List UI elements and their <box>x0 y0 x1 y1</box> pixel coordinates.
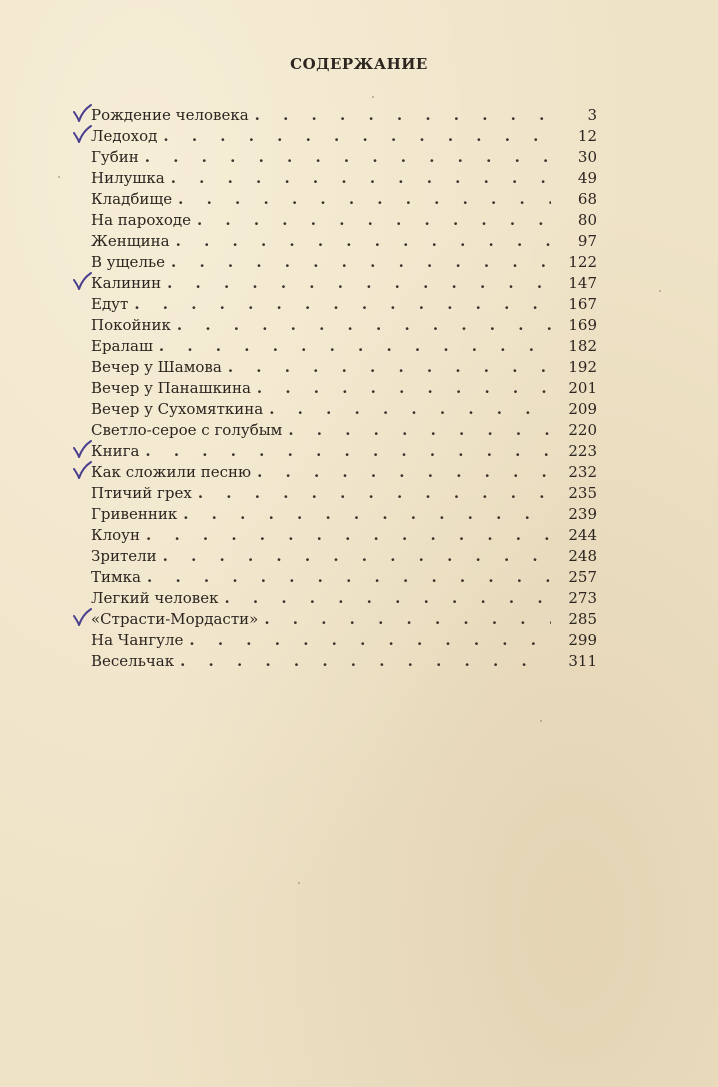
toc-entry-title: Вечер у Панашкина <box>91 379 251 397</box>
toc-entry <box>91 357 597 378</box>
toc-entry <box>91 588 597 609</box>
toc-entry-title: Клоун <box>91 526 140 544</box>
dot-leader <box>269 399 551 420</box>
dot-leader <box>146 525 551 546</box>
toc-page-number: 49 <box>577 169 597 187</box>
toc-entry <box>91 168 597 189</box>
dot-leader <box>228 357 551 378</box>
toc-page-number: 239 <box>568 505 597 523</box>
toc-entry-title: В ущелье <box>91 253 166 271</box>
toc-entry <box>91 105 597 126</box>
dot-leader <box>257 462 551 483</box>
toc-entry-title: Легкий человек <box>91 589 219 607</box>
toc-entry-title: Нилушка <box>91 169 165 187</box>
toc-page-number: 192 <box>568 358 597 376</box>
toc-entry-title: Вечер у Сухомяткина <box>91 400 264 418</box>
page-title: СОДЕРЖАНИЕ <box>290 55 428 73</box>
toc-entry <box>91 378 597 399</box>
dot-leader <box>178 189 551 210</box>
toc-entry <box>91 546 597 567</box>
toc-entry-title: Тимка <box>91 568 141 586</box>
dot-leader <box>171 168 551 189</box>
handwritten-checkmark-icon <box>71 103 93 125</box>
toc-entry <box>91 651 597 672</box>
toc-entry-title: Калинин <box>91 274 162 292</box>
dot-leader <box>167 273 551 294</box>
toc-page-number: 299 <box>568 631 597 649</box>
toc-entry <box>91 462 597 483</box>
toc-page-number: 12 <box>577 127 597 145</box>
dot-leader <box>159 336 551 357</box>
dot-leader <box>147 567 551 588</box>
toc-entry <box>91 399 597 420</box>
toc-page-number: 235 <box>568 484 597 502</box>
toc-entry-title: Женщина <box>91 232 170 250</box>
toc-entry <box>91 231 597 252</box>
toc-entry <box>91 420 597 441</box>
dot-leader <box>264 609 551 630</box>
paper-speck <box>298 882 300 884</box>
handwritten-checkmark-icon <box>71 124 93 146</box>
toc-page-number: 122 <box>568 253 597 271</box>
toc-entry-title: Вечер у Шамова <box>91 358 222 376</box>
paper-speck <box>372 96 374 98</box>
paper-speck <box>58 176 60 178</box>
toc-entry <box>91 336 597 357</box>
toc-page-number: 209 <box>568 400 597 418</box>
toc-page-number: 30 <box>577 148 597 166</box>
toc-entry-title: Книга <box>91 442 140 460</box>
toc-entry-title: Ледоход <box>91 127 158 145</box>
toc-entry-title: Птичий грех <box>91 484 192 502</box>
dot-leader <box>198 483 551 504</box>
toc-entry <box>91 567 597 588</box>
toc-entry <box>91 483 597 504</box>
toc-page-number: 201 <box>568 379 597 397</box>
toc-page-number: 257 <box>568 568 597 586</box>
toc-entry <box>91 210 597 231</box>
toc-entry-title: Как сложили песню <box>91 463 252 481</box>
toc-page-number: 273 <box>568 589 597 607</box>
dot-leader <box>224 588 551 609</box>
toc-entry-title: Покойник <box>91 316 171 334</box>
toc-entry <box>91 147 597 168</box>
dot-leader <box>176 231 551 252</box>
toc-page-number: 182 <box>568 337 597 355</box>
toc-page-number: 147 <box>568 274 597 292</box>
paper-speck <box>659 290 661 292</box>
toc-entry-title: Едут <box>91 295 129 313</box>
toc-entry-title: Ералаш <box>91 337 153 355</box>
toc-page-number: 3 <box>587 106 597 124</box>
toc-entry-title: На пароходе <box>91 211 191 229</box>
toc-entry <box>91 273 597 294</box>
toc-page-number: 244 <box>568 526 597 544</box>
handwritten-checkmark-icon <box>71 439 93 461</box>
toc-entry-title: Кладбище <box>91 190 173 208</box>
dot-leader <box>134 294 551 315</box>
dot-leader <box>288 420 551 441</box>
handwritten-checkmark-icon <box>71 460 93 482</box>
dot-leader <box>189 630 551 651</box>
toc-entry <box>91 630 597 651</box>
dot-leader <box>163 126 551 147</box>
toc-page-number: 97 <box>577 232 597 250</box>
toc-entry <box>91 315 597 336</box>
toc-page-number: 311 <box>568 652 597 670</box>
toc-page-number: 68 <box>577 190 597 208</box>
toc-page-number: 80 <box>577 211 597 229</box>
toc-page-number: 167 <box>568 295 597 313</box>
toc-entry-title: Зрители <box>91 547 157 565</box>
dot-leader <box>145 441 551 462</box>
toc-page-number: 232 <box>568 463 597 481</box>
toc-entry-title: Рождение человека <box>91 106 249 124</box>
toc-entry-title: Губин <box>91 148 139 166</box>
toc-entry <box>91 441 597 462</box>
toc-entry <box>91 504 597 525</box>
toc-entry <box>91 609 597 630</box>
toc-entry <box>91 252 597 273</box>
toc-entry <box>91 525 597 546</box>
dot-leader <box>197 210 551 231</box>
toc-page-number: 220 <box>568 421 597 439</box>
paper-speck <box>540 720 542 722</box>
toc-entry-title: На Чангуле <box>91 631 184 649</box>
dot-leader <box>180 651 551 672</box>
toc-entry-title: Весельчак <box>91 652 175 670</box>
dot-leader <box>145 147 551 168</box>
handwritten-checkmark-icon <box>71 271 93 293</box>
dot-leader <box>255 105 551 126</box>
toc-page-number: 285 <box>568 610 597 628</box>
toc-entry-title: Гривенник <box>91 505 178 523</box>
toc-entry <box>91 126 597 147</box>
dot-leader <box>171 252 551 273</box>
toc-page-number: 223 <box>568 442 597 460</box>
dot-leader <box>183 504 551 525</box>
dot-leader <box>177 315 551 336</box>
table-of-contents <box>91 105 597 672</box>
toc-entry-title: Светло-серое с голубым <box>91 421 283 439</box>
handwritten-checkmark-icon <box>71 607 93 629</box>
toc-entry-title: «Страсти-Мордасти» <box>91 610 259 628</box>
dot-leader <box>163 546 551 567</box>
toc-page-number: 248 <box>568 547 597 565</box>
dot-leader <box>257 378 551 399</box>
toc-entry <box>91 189 597 210</box>
toc-page-number: 169 <box>568 316 597 334</box>
toc-entry <box>91 294 597 315</box>
